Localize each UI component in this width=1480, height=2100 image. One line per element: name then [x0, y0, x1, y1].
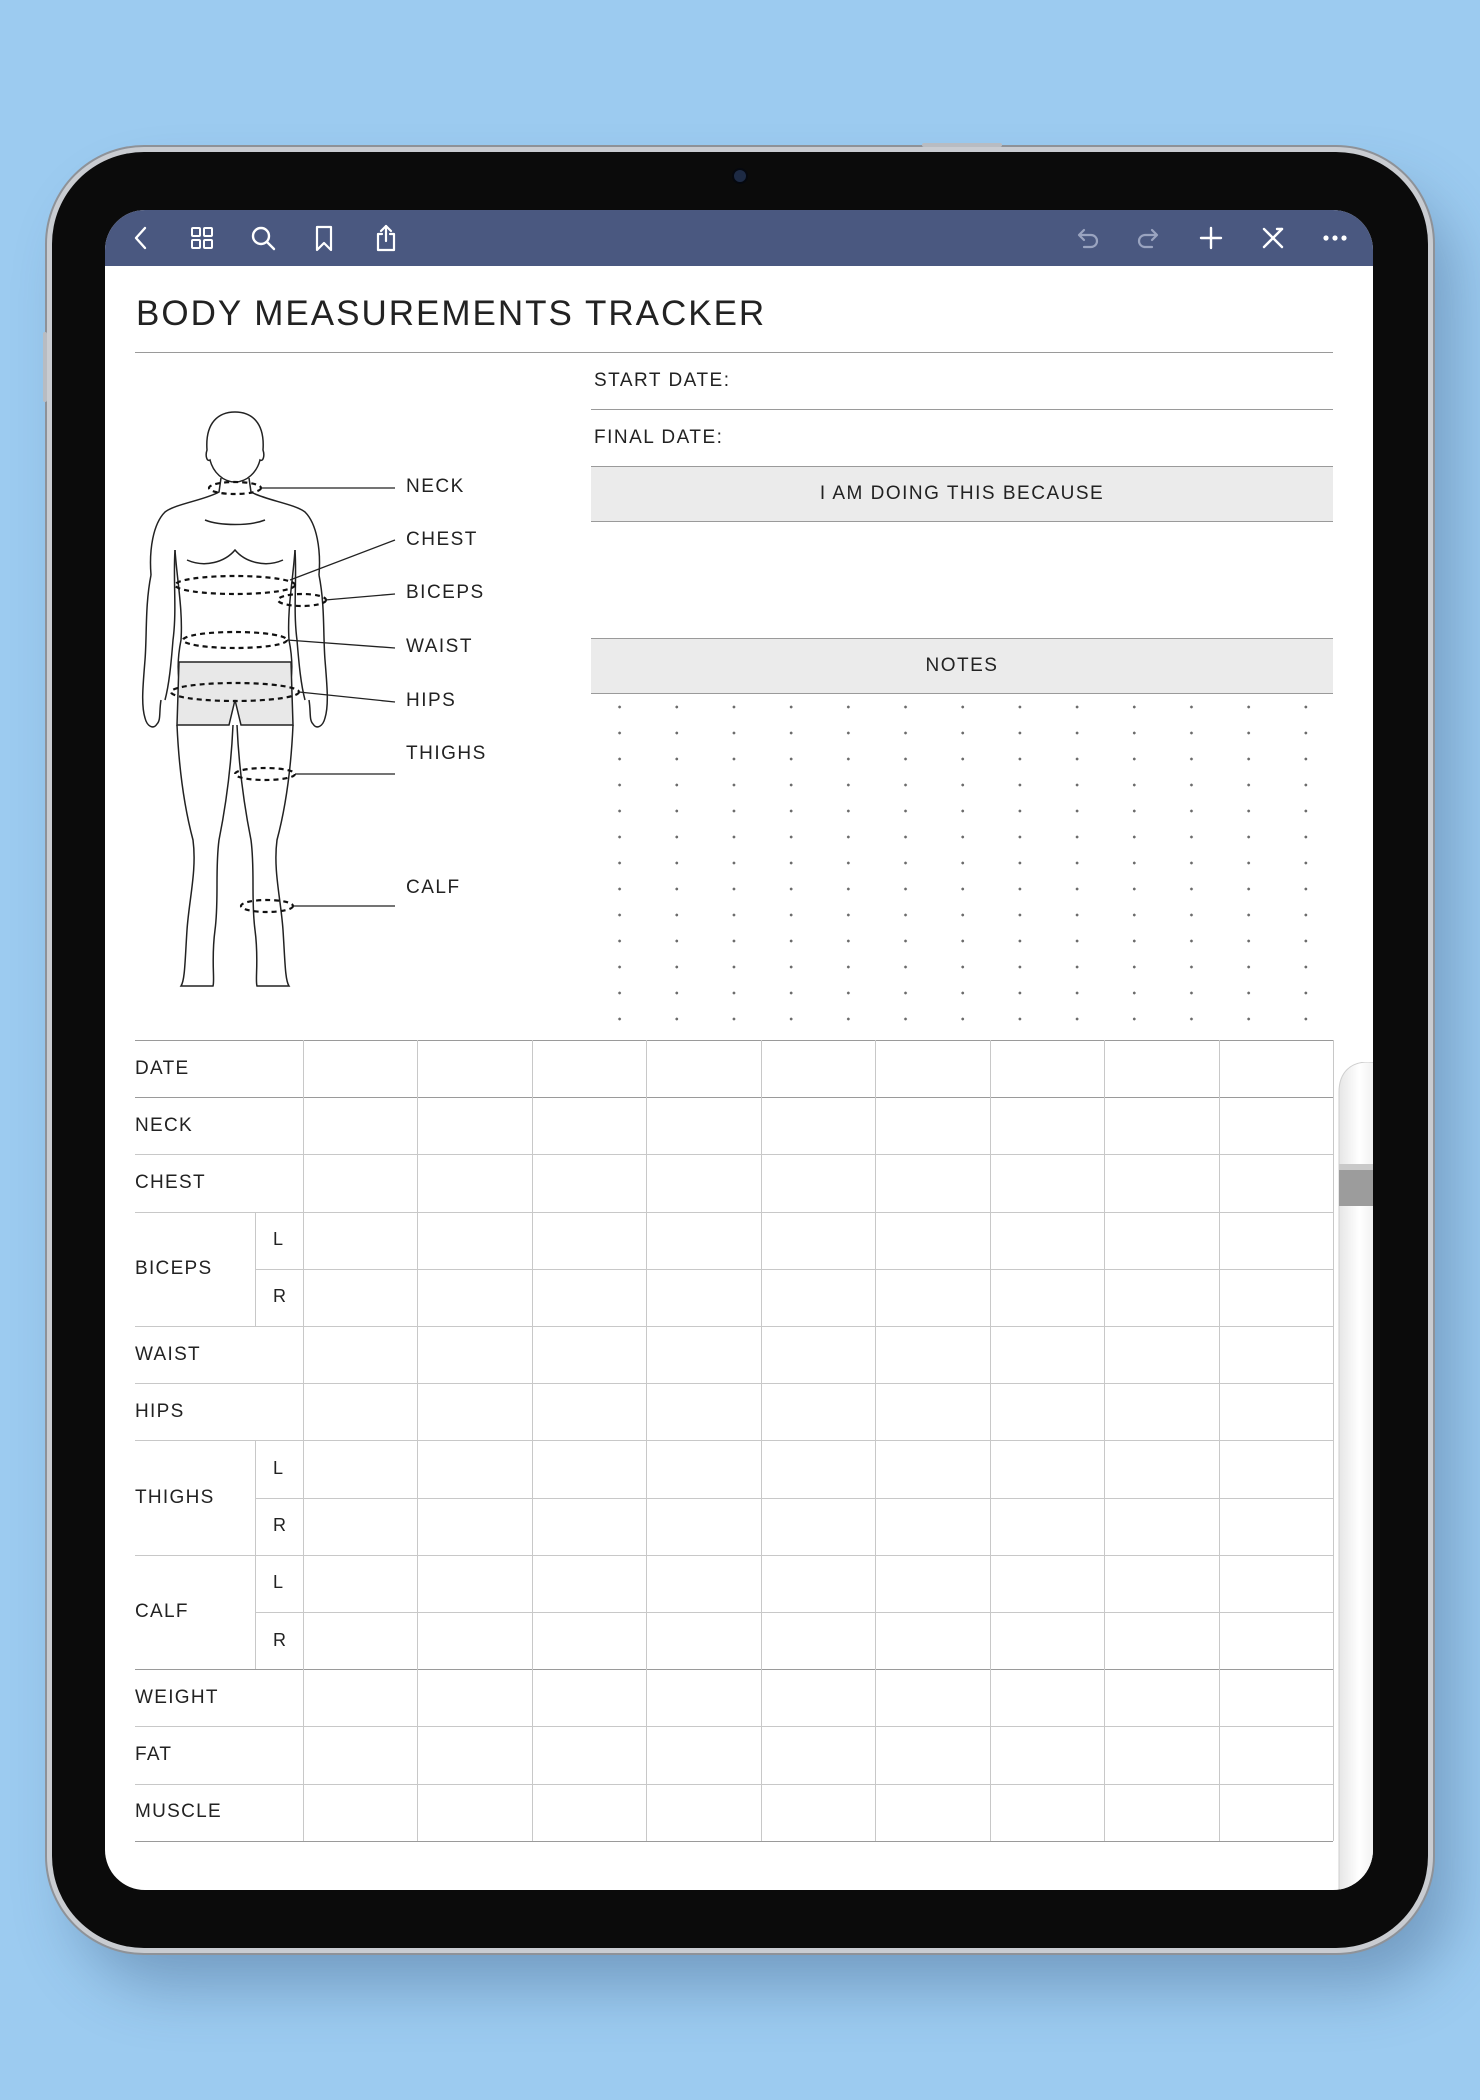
table-cell[interactable] — [875, 1212, 989, 1269]
table-cell[interactable] — [532, 1326, 646, 1383]
table-cell[interactable] — [875, 1269, 989, 1326]
figure-label-waist: WAIST — [406, 636, 473, 657]
table-cell[interactable] — [1104, 1784, 1218, 1841]
table-cell[interactable] — [1104, 1612, 1218, 1669]
table-cell[interactable] — [303, 1040, 417, 1097]
table-cell[interactable] — [761, 1326, 875, 1383]
table-cell[interactable] — [646, 1383, 760, 1440]
figure-label-hips: HIPS — [406, 690, 457, 711]
table-cell[interactable] — [417, 1784, 531, 1841]
row-label-waist: WAIST — [135, 1343, 201, 1365]
page-title: BODY MEASUREMENTS TRACKER — [136, 294, 767, 333]
table-cell[interactable] — [1219, 1498, 1333, 1555]
table-cell[interactable] — [1104, 1212, 1218, 1269]
notebook-screen — [105, 210, 1373, 1890]
table-cell[interactable] — [761, 1269, 875, 1326]
table-cell[interactable] — [1104, 1040, 1218, 1097]
table-cell[interactable] — [303, 1612, 417, 1669]
table-cell[interactable] — [990, 1498, 1104, 1555]
figure-label-calf: CALF — [406, 877, 461, 898]
table-cell[interactable] — [303, 1154, 417, 1211]
table-cell[interactable] — [532, 1040, 646, 1097]
row-label-hips: HIPS — [135, 1400, 185, 1422]
table-cell[interactable] — [990, 1383, 1104, 1440]
grid-icon[interactable] — [184, 220, 220, 256]
table-cell[interactable] — [761, 1498, 875, 1555]
row-label-biceps: BICEPS — [135, 1257, 213, 1279]
table-cell[interactable] — [417, 1326, 531, 1383]
table-cell[interactable] — [990, 1269, 1104, 1326]
table-cell[interactable] — [1104, 1669, 1218, 1726]
table-cell[interactable] — [646, 1269, 760, 1326]
redo-icon[interactable] — [1131, 220, 1167, 256]
table-cell[interactable] — [303, 1269, 417, 1326]
table-cell[interactable] — [417, 1726, 531, 1783]
table-cell[interactable] — [532, 1612, 646, 1669]
final-date-field[interactable] — [745, 417, 1333, 457]
table-cell[interactable] — [646, 1212, 760, 1269]
table-cell[interactable] — [646, 1612, 760, 1669]
undo-icon[interactable] — [1069, 220, 1105, 256]
row-label-date: DATE — [135, 1057, 190, 1079]
table-cell[interactable] — [417, 1669, 531, 1726]
table-cell[interactable] — [646, 1784, 760, 1841]
table-cell[interactable] — [990, 1097, 1104, 1154]
table-cell[interactable] — [990, 1612, 1104, 1669]
table-cell[interactable] — [875, 1555, 989, 1612]
table-cell[interactable] — [761, 1726, 875, 1783]
final-date-label: FINAL DATE: — [594, 427, 724, 448]
table-cell[interactable] — [1219, 1612, 1333, 1669]
row-label-neck: NECK — [135, 1114, 193, 1136]
table-cell[interactable] — [532, 1212, 646, 1269]
search-icon[interactable] — [245, 220, 281, 256]
table-cell[interactable] — [875, 1612, 989, 1669]
table-cell[interactable] — [875, 1154, 989, 1211]
table-cell[interactable] — [990, 1726, 1104, 1783]
table-cell[interactable] — [990, 1440, 1104, 1497]
because-writing-area[interactable] — [591, 522, 1333, 634]
row-sub-label-r: R — [273, 1629, 286, 1650]
start-date-field[interactable] — [745, 360, 1333, 400]
table-cell[interactable] — [303, 1440, 417, 1497]
table-cell[interactable] — [990, 1555, 1104, 1612]
table-cell[interactable] — [303, 1326, 417, 1383]
table-cell[interactable] — [532, 1440, 646, 1497]
column-divider — [646, 1040, 647, 1841]
stylus-pencil — [1333, 1062, 1373, 1890]
figure-label-chest: CHEST — [406, 529, 478, 550]
table-cell[interactable] — [990, 1784, 1104, 1841]
bookmark-icon[interactable] — [306, 220, 342, 256]
table-cell[interactable] — [646, 1154, 760, 1211]
measurement-tracker-table — [135, 1040, 1333, 1840]
table-cell[interactable] — [875, 1498, 989, 1555]
table-cell[interactable] — [761, 1612, 875, 1669]
table-cell[interactable] — [1104, 1326, 1218, 1383]
table-cell[interactable] — [761, 1154, 875, 1211]
body-figure — [135, 400, 505, 1000]
column-divider — [761, 1040, 762, 1841]
share-icon[interactable] — [368, 220, 404, 256]
table-cell[interactable] — [1219, 1269, 1333, 1326]
camera-icon — [732, 168, 748, 184]
table-row-divider — [135, 1841, 1333, 1842]
table-cell[interactable] — [1219, 1555, 1333, 1612]
add-icon[interactable] — [1193, 220, 1229, 256]
table-cell[interactable] — [1219, 1383, 1333, 1440]
table-cell[interactable] — [303, 1383, 417, 1440]
table-cell[interactable] — [417, 1383, 531, 1440]
table-cell[interactable] — [303, 1498, 417, 1555]
table-cell[interactable] — [646, 1555, 760, 1612]
notes-dot-grid[interactable] — [591, 694, 1333, 1024]
table-cell[interactable] — [1219, 1440, 1333, 1497]
table-cell[interactable] — [303, 1212, 417, 1269]
column-divider — [1104, 1040, 1105, 1841]
table-cell[interactable] — [532, 1784, 646, 1841]
table-cell[interactable] — [303, 1669, 417, 1726]
row-label-muscle: MUSCLE — [135, 1801, 222, 1823]
table-cell[interactable] — [646, 1726, 760, 1783]
column-divider — [875, 1040, 876, 1841]
row-label-calf: CALF — [135, 1601, 189, 1622]
table-cell[interactable] — [1104, 1383, 1218, 1440]
more-icon[interactable] — [1317, 220, 1353, 256]
table-cell[interactable] — [761, 1555, 875, 1612]
table-cell[interactable] — [1219, 1669, 1333, 1726]
start-date-label: START DATE: — [594, 370, 731, 391]
table-cell[interactable] — [1219, 1784, 1333, 1841]
close-tools-icon[interactable] — [1255, 220, 1291, 256]
table-cell[interactable] — [761, 1097, 875, 1154]
table-cell[interactable] — [990, 1212, 1104, 1269]
table-cell[interactable] — [646, 1040, 760, 1097]
table-cell[interactable] — [417, 1154, 531, 1211]
table-cell[interactable] — [1219, 1212, 1333, 1269]
table-cell[interactable] — [1104, 1555, 1218, 1612]
table-cell[interactable] — [532, 1498, 646, 1555]
app-toolbar — [105, 210, 1373, 266]
table-cell[interactable] — [761, 1383, 875, 1440]
table-cell[interactable] — [303, 1555, 417, 1612]
row-label-thighs: THIGHS — [135, 1486, 215, 1508]
column-divider — [1219, 1040, 1220, 1841]
row-label-weight: WEIGHT — [135, 1686, 219, 1708]
table-cell[interactable] — [875, 1669, 989, 1726]
column-divider — [303, 1040, 304, 1841]
row-label-fat: FAT — [135, 1744, 173, 1765]
row-sub-label-l: L — [273, 1572, 284, 1593]
table-cell[interactable] — [303, 1784, 417, 1841]
table-cell[interactable] — [646, 1326, 760, 1383]
back-icon[interactable] — [123, 220, 159, 256]
table-cell[interactable] — [1104, 1498, 1218, 1555]
table-cell[interactable] — [417, 1440, 531, 1497]
row-label-chest: CHEST — [135, 1172, 206, 1193]
table-cell[interactable] — [761, 1669, 875, 1726]
table-cell[interactable] — [417, 1269, 531, 1326]
because-header: I AM DOING THIS BECAUSE — [591, 466, 1333, 522]
row-sub-label-r: R — [273, 1286, 286, 1307]
table-cell[interactable] — [417, 1040, 531, 1097]
table-cell[interactable] — [875, 1726, 989, 1783]
table-cell[interactable] — [761, 1784, 875, 1841]
table-cell[interactable] — [646, 1498, 760, 1555]
title-divider — [135, 352, 1333, 353]
table-cell[interactable] — [875, 1326, 989, 1383]
table-cell[interactable] — [417, 1097, 531, 1154]
table-cell[interactable] — [761, 1212, 875, 1269]
table-cell[interactable] — [990, 1154, 1104, 1211]
table-cell[interactable] — [417, 1212, 531, 1269]
row-sub-label-l: L — [273, 1229, 284, 1250]
table-cell[interactable] — [1104, 1726, 1218, 1783]
table-cell[interactable] — [417, 1612, 531, 1669]
column-divider — [532, 1040, 533, 1841]
row-sub-label-r: R — [273, 1515, 286, 1536]
table-cell[interactable] — [761, 1040, 875, 1097]
table-cell[interactable] — [303, 1726, 417, 1783]
row-sub-label-l: L — [273, 1458, 284, 1478]
table-cell[interactable] — [646, 1097, 760, 1154]
table-cell[interactable] — [532, 1726, 646, 1783]
table-cell[interactable] — [875, 1440, 989, 1497]
figure-label-neck: NECK — [406, 476, 465, 497]
figure-label-thighs: THIGHS — [406, 743, 487, 764]
table-cell[interactable] — [761, 1440, 875, 1497]
table-cell[interactable] — [417, 1498, 531, 1555]
table-cell[interactable] — [1219, 1154, 1333, 1211]
table-cell[interactable] — [532, 1383, 646, 1440]
table-cell[interactable] — [875, 1784, 989, 1841]
table-cell[interactable] — [646, 1669, 760, 1726]
table-cell[interactable] — [532, 1269, 646, 1326]
figure-label-biceps: BICEPS — [406, 582, 485, 603]
table-cell[interactable] — [990, 1040, 1104, 1097]
table-cell[interactable] — [1219, 1040, 1333, 1097]
table-cell[interactable] — [990, 1669, 1104, 1726]
table-cell[interactable] — [646, 1440, 760, 1497]
table-cell[interactable] — [875, 1040, 989, 1097]
table-cell[interactable] — [532, 1097, 646, 1154]
column-divider — [417, 1040, 418, 1841]
table-cell[interactable] — [1219, 1726, 1333, 1783]
table-cell[interactable] — [417, 1555, 531, 1612]
table-cell[interactable] — [1104, 1097, 1218, 1154]
table-cell[interactable] — [303, 1097, 417, 1154]
start-date-line — [591, 409, 1333, 410]
table-cell[interactable] — [875, 1097, 989, 1154]
table-cell[interactable] — [532, 1669, 646, 1726]
table-cell[interactable] — [532, 1154, 646, 1211]
table-cell[interactable] — [1219, 1326, 1333, 1383]
table-cell[interactable] — [532, 1555, 646, 1612]
column-divider — [990, 1040, 991, 1841]
table-cell[interactable] — [875, 1383, 989, 1440]
table-cell[interactable] — [1219, 1097, 1333, 1154]
notes-header: NOTES — [591, 638, 1333, 694]
table-cell[interactable] — [1104, 1269, 1218, 1326]
table-cell[interactable] — [1104, 1154, 1218, 1211]
table-cell[interactable] — [990, 1326, 1104, 1383]
table-cell[interactable] — [1104, 1440, 1218, 1497]
